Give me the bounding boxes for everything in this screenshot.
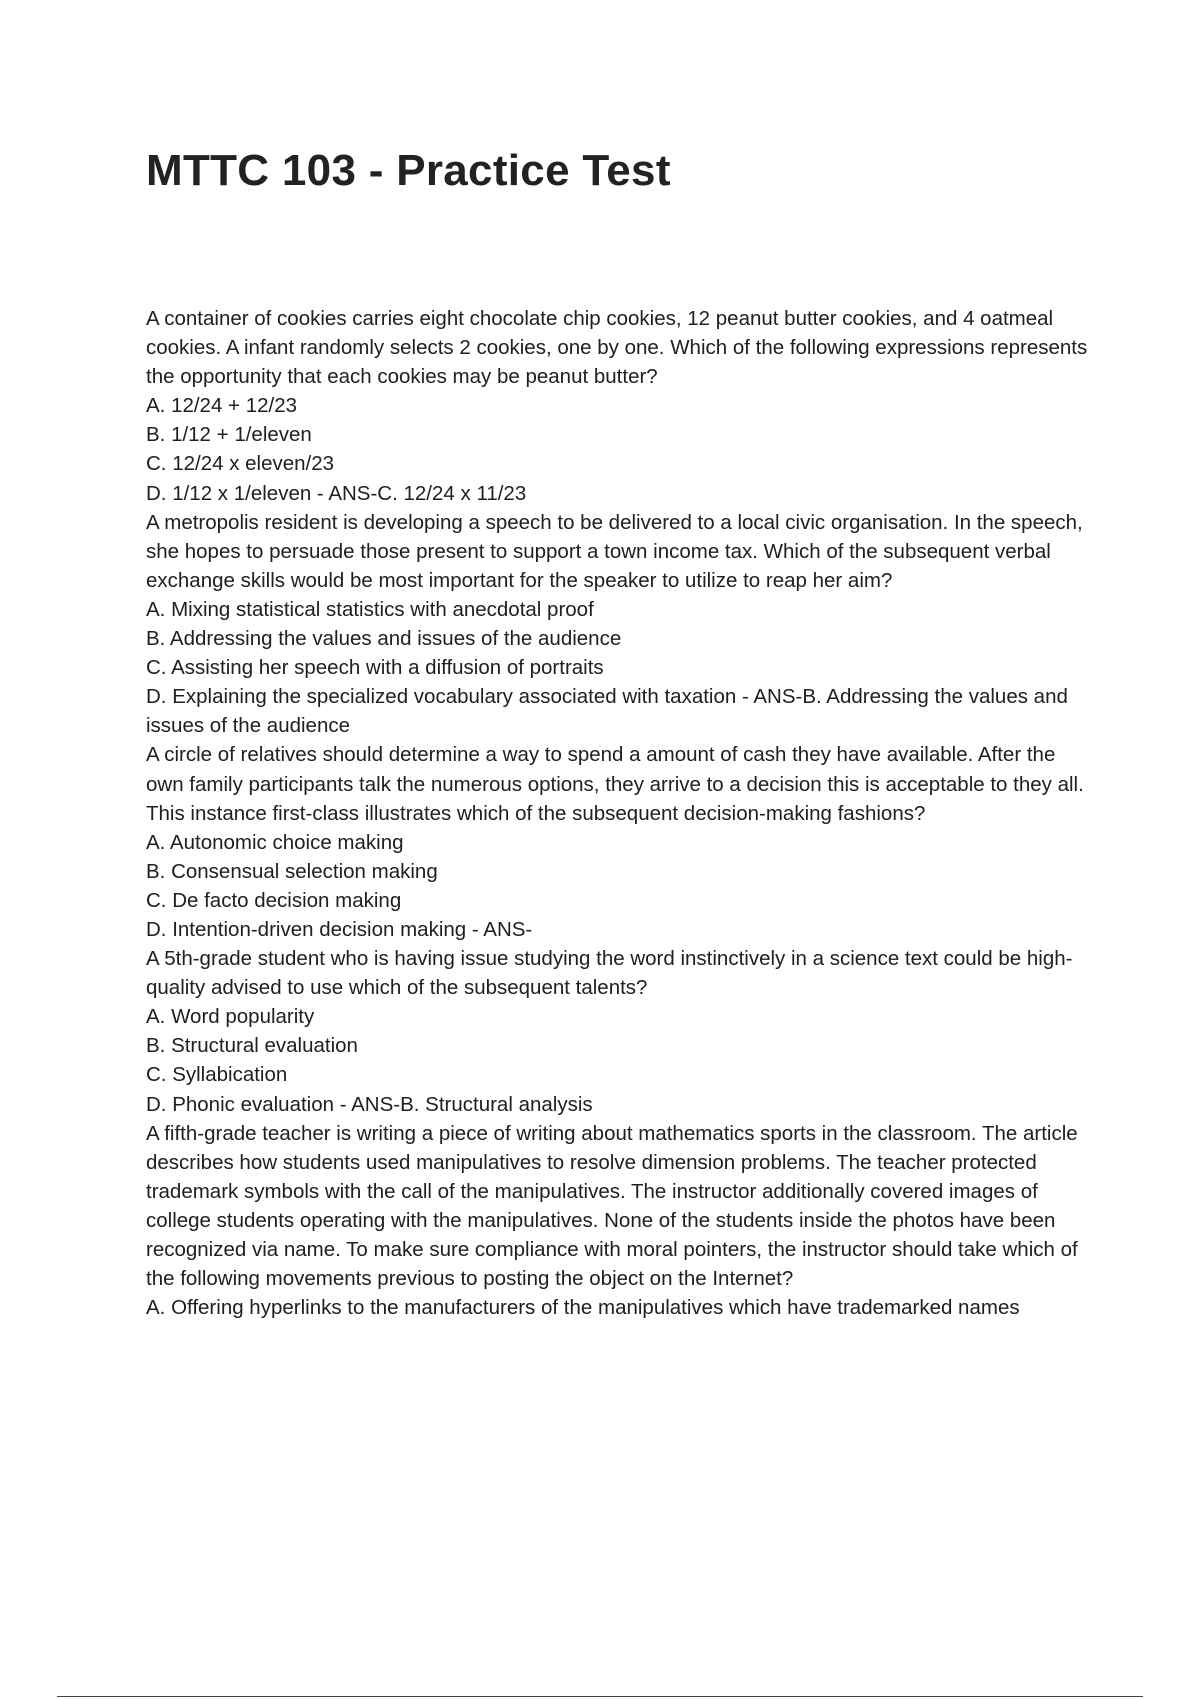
answer-option: C. Syllabication <box>146 1063 288 1087</box>
answer-option: D. Intention-driven decision making - ANS- <box>146 917 533 941</box>
answer-option: C. 12/24 x eleven/23 <box>146 452 335 476</box>
answer-option: D. Explaining the specialized vocabulary associated with taxation - ANS-B. Addressing the values and issues of the audience <box>146 685 1068 738</box>
question-stem: A metropolis resident is developing a speech to be delivered to a local civic organisation. In the speech, she hopes to persuade those present to support a town income tax. Which of the subsequent verbal exchange skills would be most important for the speaker to utilize to reap her aim? <box>146 510 1083 592</box>
question-block <box>146 1119 1096 1323</box>
answer-option: A. Autonomic choice making <box>146 830 404 854</box>
answer-option: B. Structural evaluation <box>146 1034 358 1058</box>
answer-option: B. Addressing the values and issues of the audience <box>146 627 622 651</box>
footer-divider <box>57 1696 1143 1697</box>
answer-option: D. 1/12 x 1/eleven - ANS-C. 12/24 x 11/23 <box>146 481 527 505</box>
question-block <box>146 508 1096 741</box>
answer-option: A. Offering hyperlinks to the manufacturers of the manipulatives which have trademarked names <box>146 1296 1020 1320</box>
page-title: MTTC 103 - Practice Test <box>146 146 671 195</box>
question-stem: A fifth-grade teacher is writing a piece of writing about mathematics sports in the classroom. The article describes how students used manipulatives to resolve dimension problems. The teacher protected trademark symbols with the call of the manipulatives. The instructor additionally covered images of college students operating with the manipulatives. None of the students inside the photos have been recognized via name. To make sure compliance with moral pointers, the instructor should take which of the following movements previous to posting the object on the Internet? <box>146 1121 1078 1291</box>
question-block <box>146 304 1096 508</box>
question-block <box>146 740 1096 944</box>
answer-option: B. 1/12 + 1/eleven <box>146 423 312 447</box>
answer-option: A. Word popularity <box>146 1005 315 1029</box>
question-stem: A 5th-grade student who is having issue studying the word instinctively in a science text could be high-quality advised to use which of the subsequent talents? <box>146 947 1073 1000</box>
answer-option: B. Consensual selection making <box>146 859 438 883</box>
answer-option: D. Phonic evaluation - ANS-B. Structural analysis <box>146 1092 593 1116</box>
question-stem: A circle of relatives should determine a way to spend a amount of cash they have available. After the own family participants talk the numerous options, they arrive to a decision this is acceptable to they all. This instance first-class illustrates which of the subsequent decision-making fashions? <box>146 743 1084 825</box>
answer-option: C. Assisting her speech with a diffusion of portraits <box>146 656 604 680</box>
question-stem: A container of cookies carries eight chocolate chip cookies, 12 peanut butter cookies, and 4 oatmeal cookies. A infant randomly selects 2 cookies, one by one. Which of the following expressions represents the opportunity that each cookies may be peanut butter? <box>146 307 1088 389</box>
answer-option: A. Mixing statistical statistics with anecdotal proof <box>146 597 594 621</box>
question-block <box>146 944 1096 1119</box>
answer-option: A. 12/24 + 12/23 <box>146 394 298 418</box>
answer-option: C. De facto decision making <box>146 888 402 912</box>
question-list <box>146 304 1096 1322</box>
